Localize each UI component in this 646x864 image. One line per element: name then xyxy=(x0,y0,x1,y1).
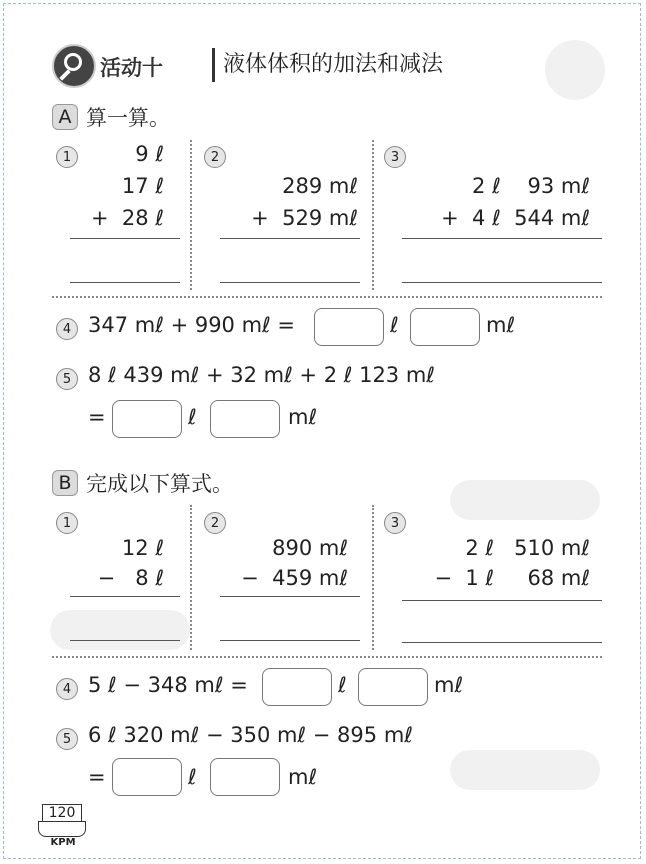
sum-line xyxy=(402,238,602,239)
litre-answer-box[interactable] xyxy=(112,758,182,796)
book-icon xyxy=(38,821,86,837)
subtrahend: − 8 ℓ xyxy=(97,566,164,590)
addend: + 4 ℓ 544 mℓ xyxy=(441,206,590,230)
question-number: 4 xyxy=(56,318,78,340)
activity-label: 活动十 xyxy=(100,56,163,80)
minuend: 2 ℓ 510 mℓ xyxy=(465,536,590,560)
equals-sign: = xyxy=(88,405,106,429)
section-instruction: 算一算。 xyxy=(86,106,170,130)
divider xyxy=(372,505,374,650)
difference-line xyxy=(220,596,360,597)
millilitre-answer-box[interactable] xyxy=(358,668,428,706)
equation: 5 ℓ − 348 mℓ = xyxy=(88,673,248,697)
equation: 6 ℓ 320 mℓ − 350 mℓ − 895 mℓ xyxy=(88,723,413,747)
difference-line xyxy=(402,600,602,601)
publisher-label: KPM xyxy=(50,837,76,848)
page-number-book-icon xyxy=(38,804,88,848)
minuend: 12 ℓ xyxy=(121,536,164,560)
sum-line xyxy=(220,238,360,239)
millilitre-answer-box[interactable] xyxy=(210,400,280,438)
section-instruction: 完成以下算式。 xyxy=(86,472,233,496)
minuend: 890 mℓ xyxy=(272,536,348,560)
answer-line[interactable] xyxy=(402,282,602,283)
litre-answer-box[interactable] xyxy=(112,400,182,438)
answer-line[interactable] xyxy=(220,640,360,641)
divider xyxy=(372,140,374,290)
unit-label: mℓ xyxy=(288,765,318,789)
subtrahend: − 459 mℓ xyxy=(241,566,348,590)
addend: + 28 ℓ xyxy=(90,206,164,230)
addend: 2 ℓ 93 mℓ xyxy=(472,174,590,198)
magnifier-icon xyxy=(52,44,96,88)
answer-line[interactable] xyxy=(402,642,602,643)
addend: 289 mℓ xyxy=(282,174,358,198)
bleed-through-shape xyxy=(50,610,190,650)
section-separator xyxy=(52,656,602,658)
unit-label: ℓ xyxy=(188,405,197,429)
section-badge: A xyxy=(52,104,78,130)
answer-line[interactable] xyxy=(70,282,180,283)
unit-label: mℓ xyxy=(288,405,318,429)
difference-line xyxy=(70,596,180,597)
addend: + 529 mℓ xyxy=(251,206,358,230)
unit-label: ℓ xyxy=(390,313,399,337)
unit-label: mℓ xyxy=(486,313,516,337)
question-number: 3 xyxy=(384,146,406,168)
bleed-through-shape xyxy=(545,40,605,100)
section-a-heading xyxy=(52,102,170,132)
unit-label: ℓ xyxy=(338,673,347,697)
unit-label: mℓ xyxy=(434,673,464,697)
question-number: 4 xyxy=(56,678,78,700)
equation: 347 mℓ + 990 mℓ = xyxy=(88,313,295,337)
equals-sign: = xyxy=(88,765,106,789)
bleed-through-shape xyxy=(450,750,600,790)
page-title: 液体体积的加法和减法 xyxy=(212,48,443,82)
question-number: 3 xyxy=(384,512,406,534)
question-number: 1 xyxy=(56,512,78,534)
divider xyxy=(190,140,192,290)
answer-line[interactable] xyxy=(220,282,360,283)
question-number: 1 xyxy=(56,146,78,168)
addend: 17 ℓ xyxy=(121,174,164,198)
question-number: 5 xyxy=(56,728,78,750)
activity-header xyxy=(52,44,472,90)
millilitre-answer-box[interactable] xyxy=(210,758,280,796)
subtrahend: − 1 ℓ 68 mℓ xyxy=(434,566,590,590)
question-number: 2 xyxy=(204,146,226,168)
bleed-through-shape xyxy=(450,480,600,520)
divider xyxy=(190,505,192,650)
section-b-heading xyxy=(52,468,233,498)
question-number: 2 xyxy=(204,512,226,534)
section-separator xyxy=(52,296,602,298)
equation: 8 ℓ 439 mℓ + 32 mℓ + 2 ℓ 123 mℓ xyxy=(88,363,435,387)
section-badge: B xyxy=(52,470,78,496)
litre-answer-box[interactable] xyxy=(262,668,332,706)
sum-line xyxy=(70,238,180,239)
litre-answer-box[interactable] xyxy=(314,308,384,346)
page-number: 120 xyxy=(42,804,82,821)
answer-line[interactable] xyxy=(70,640,180,641)
addend: 9 ℓ xyxy=(135,142,164,166)
question-number: 5 xyxy=(56,368,78,390)
millilitre-answer-box[interactable] xyxy=(410,308,480,346)
unit-label: ℓ xyxy=(188,765,197,789)
